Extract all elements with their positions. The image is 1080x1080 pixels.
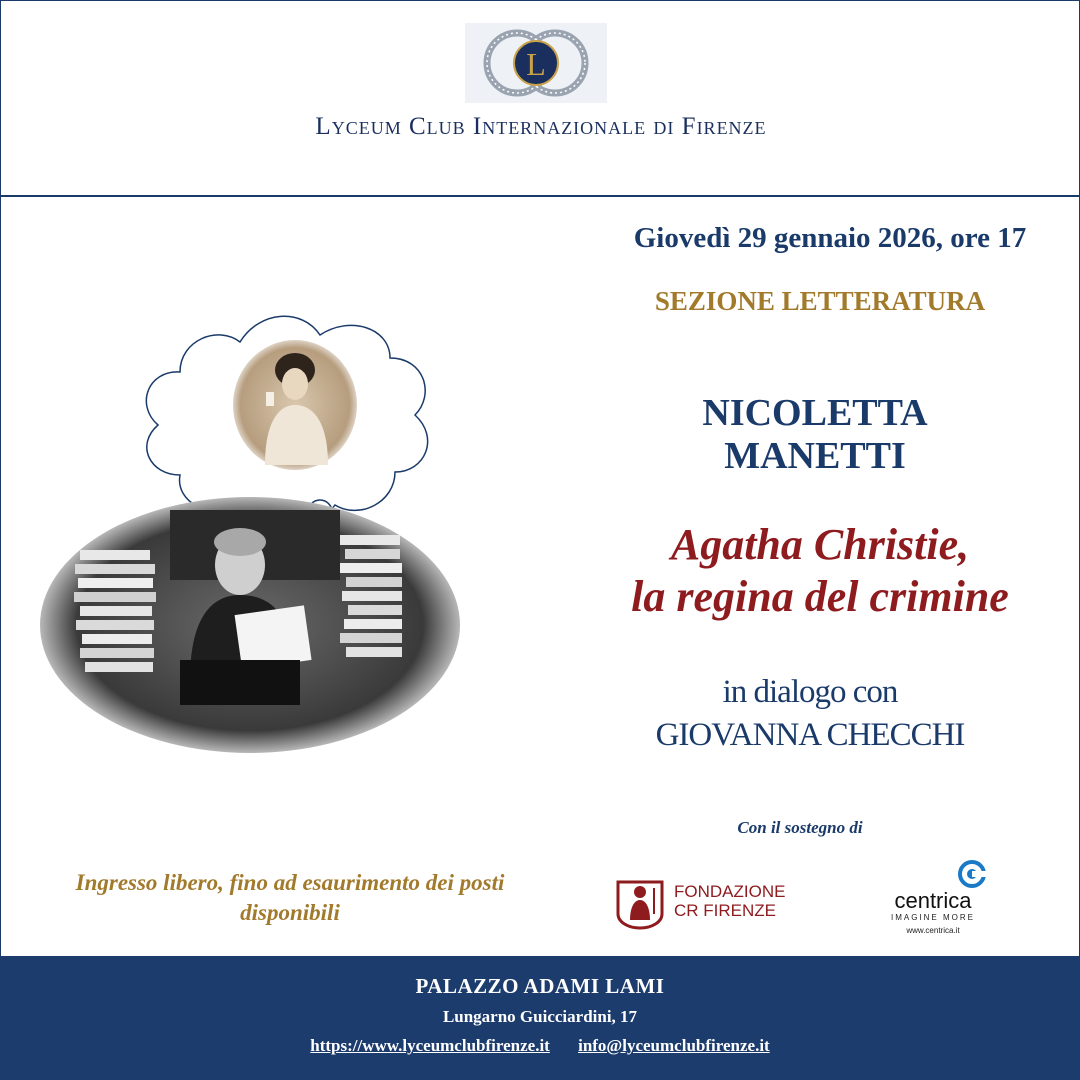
venue-address: Lungarno Guicciardini, 17 [442,1007,638,1026]
centrica-tagline: IMAGINE MORE [890,913,975,922]
entry-info: Ingresso libero, fino ad esaurimento dei posti disponibili [75,870,505,925]
speaker-name [570,392,1060,478]
speaker-first-name: NICOLETTA [702,392,928,434]
venue-name: PALAZZO ADAMI LAMI [415,974,665,998]
centrica-url: www.centrica.it [906,926,960,935]
dialog-guest: GIOVANNA CHECCHI [655,717,965,753]
author-illustration [40,280,540,760]
footer-links [0,1036,1080,1056]
fondazione-line-2: CR FIRENZE [674,901,776,920]
footer [0,956,1080,1080]
dialog-prefix: in dialogo con [722,674,898,710]
typewriter [180,660,300,705]
centrica-name: centrica [894,888,972,913]
logo-letter: L [526,46,546,82]
event-section: SEZIONE LETTERATURA [654,286,986,316]
centrica-mark-icon [878,858,988,888]
title-line-2: la regina del crimine [631,572,1009,621]
email-link[interactable]: info@lyceumclubfirenze.it [578,1036,770,1055]
support-label: Con il sostegno di [737,818,863,837]
speaker-last-name: MANETTI [724,435,906,477]
frame-left-border [0,196,1,956]
title-line-1: Agatha Christie, [670,520,970,569]
fondazione-cr-logo [612,874,812,930]
club-name: Lyceum Club Internazionale di Firenze [315,113,767,140]
fondazione-emblem-icon [612,874,668,930]
event-title [590,519,1050,623]
header [0,0,1080,197]
club-logo [465,23,607,103]
fondazione-line-1: FONDAZIONE [674,882,786,901]
centrica-logo [878,858,988,938]
website-link[interactable]: https://www.lyceumclubfirenze.it [310,1036,550,1055]
event-date: Giovedì 29 gennaio 2026, ore 17 [633,222,1027,254]
